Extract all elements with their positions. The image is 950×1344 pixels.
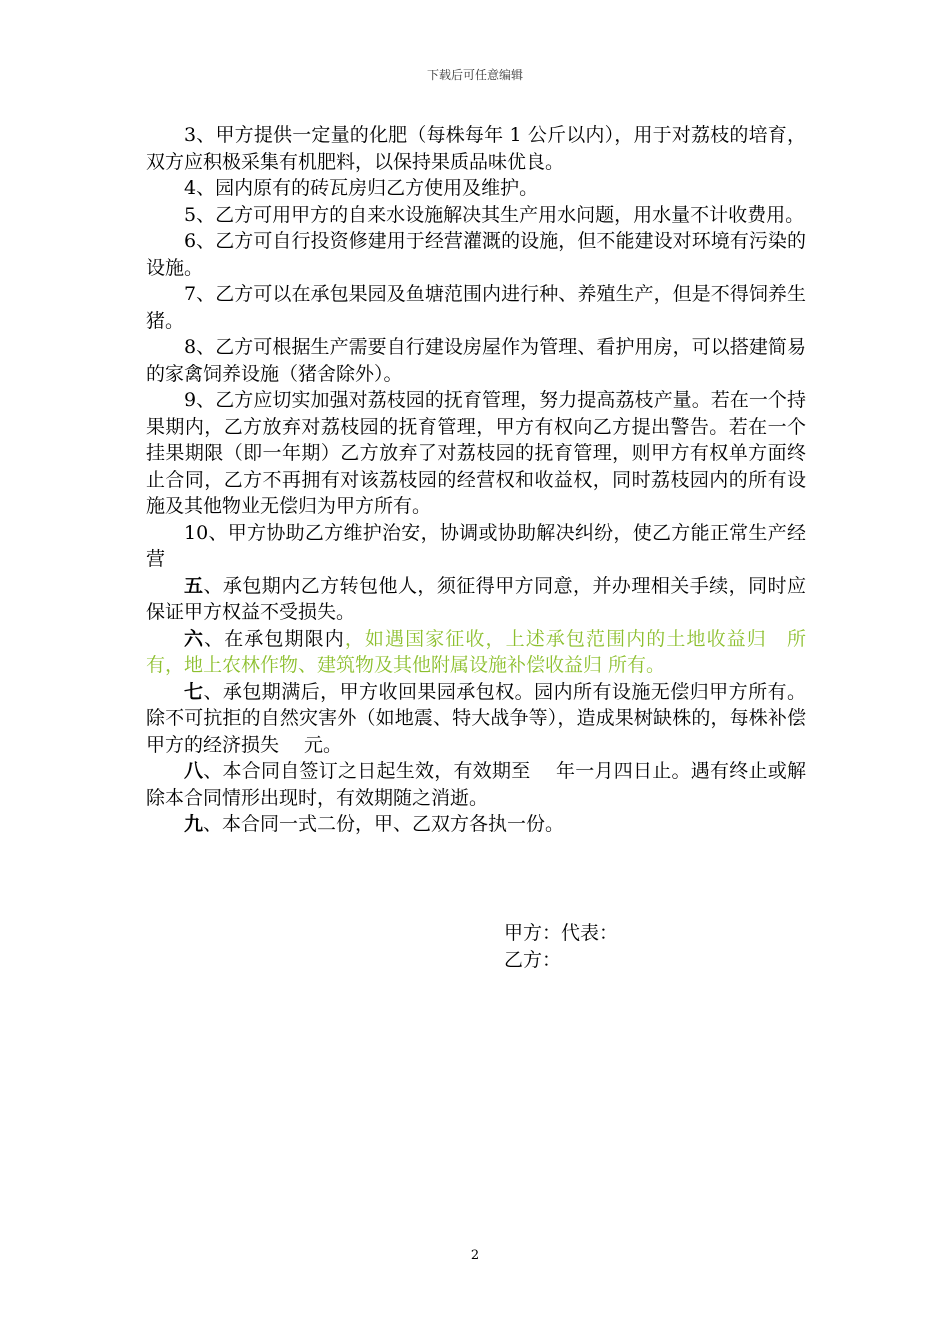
- clause-3: 3、甲方提供一定量的化肥（每株每年 1 公斤以内），用于对荔枝的培育，双方应积极采集有机肥料，以保持果质品味优良。: [146, 124, 806, 173]
- signature-block: [504, 920, 618, 973]
- clause-7: 7、乙方可以在承包果园及鱼塘范围内进行种、养殖生产，但是不得饲养生猪。: [146, 283, 806, 332]
- clause-9: 9、乙方应切实加强对荔枝园的抚育管理，努力提高荔枝产量。若在一个持果期内，乙方放弃对荔枝园的抚育管理，甲方有权向乙方提出警告。若在一个挂果期限（即一年期）乙方放弃了对荔枝园的抚育管理，则甲方有权单方面终止合同，乙方不再拥有对该荔枝园的经营权和收益权，同时荔枝园内的所有设施及其他物业无偿归为甲方所有。: [146, 389, 806, 517]
- section-8: [146, 758, 806, 811]
- clause-4: 4、园内原有的砖瓦房归乙方使用及维护。: [184, 177, 539, 199]
- section-9-text: 、本合同一式二份，甲、乙双方各执一份。: [203, 813, 565, 835]
- party-b-signature: 乙方：: [504, 948, 562, 971]
- party-a-signature: 甲方：代表：: [504, 922, 619, 944]
- section-5-text: 、承包期内乙方转包他人，须征得甲方同意，并办理相关手续，同时应保证甲方权益不受损失。: [146, 574, 806, 623]
- section-7: [146, 679, 806, 759]
- page-number: 2: [470, 1248, 480, 1263]
- clause-10: 10、甲方协助乙方维护治安，协调或协助解决纠纷，使乙方能正常生产经营: [146, 521, 806, 570]
- section-7-text: 、承包期满后，甲方收回果园承包权。园内所有设施无偿归甲方所有。除不可抗拒的自然灾害外（如地震、特大战争等），造成果树缺株的，每株补偿甲方的经济损失 元。: [146, 680, 806, 756]
- section-9: [146, 811, 806, 838]
- section-5-label: 五: [184, 574, 204, 597]
- section-6-text: 、在承包期限内: [204, 627, 345, 650]
- section-7-label: 七: [184, 680, 204, 703]
- clause-5: 5、乙方可用甲方的自来水设施解决其生产用水问题，用水量不计收费用。: [184, 203, 805, 226]
- section-9-label: 九: [184, 813, 204, 835]
- section-6-highlight: ，如遇国家征收，上述承包范围内的土地收益归 所有，地上农林作物、建筑物及其他附属设施补偿收益归 所有。: [146, 627, 806, 676]
- section-8-text: 、本合同自签订之日起生效，有效期至 年一月四日止。遇有终止或解除本合同情形出现时，有效期随之消逝。: [146, 760, 806, 809]
- page-header: 下载后可任意编辑: [426, 68, 523, 82]
- section-8-label: 八: [184, 760, 204, 782]
- section-6: [146, 626, 806, 679]
- clause-6: 6、乙方可自行投资修建用于经营灌溉的设施，但不能建设对环境有污染的设施。: [146, 230, 806, 279]
- section-5: [146, 573, 806, 626]
- clause-8: 8、乙方可根据生产需要自行建设房屋作为管理、看护用房，可以搭建简易的家禽饲养设施（猪舍除外）。: [146, 336, 806, 385]
- contract-body: [146, 122, 806, 838]
- section-6-label: 六: [184, 627, 205, 650]
